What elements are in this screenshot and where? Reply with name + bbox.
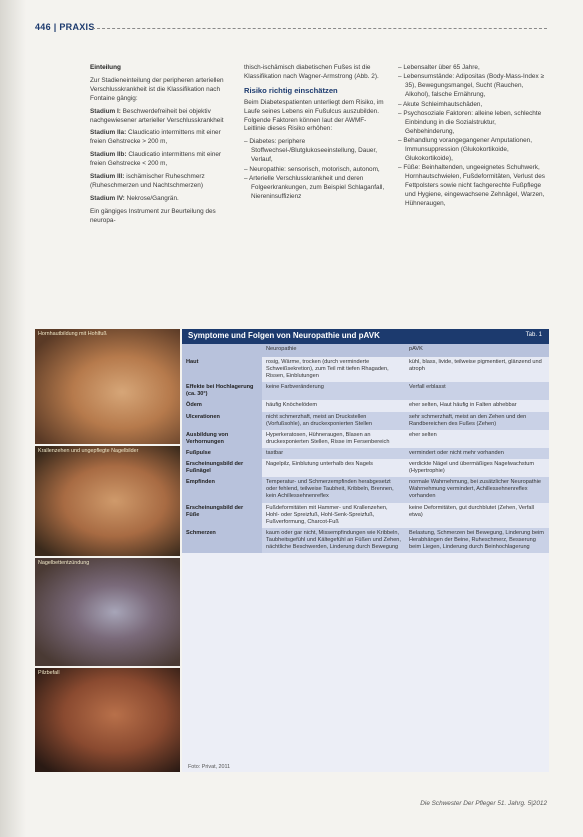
table-cell: Temperatur- und Schmerzempfinden herabgesetzt oder fehlend, teilweise Taubheit, Kribbeln, Brennen, kein Achillessehnenreflex [262,477,405,502]
paragraph: Zur Stadieneinteilung der peripheren arteriellen Verschlusskrankheit ist die Klassifikation nach Fontaine gängig: [90,76,224,102]
table-row [182,412,549,430]
section-name: PRAXIS [59,22,95,32]
stage-item: Stadium III: ischämischer Ruheschmerz (Ruheschmerzen und Nachtschmerzen) [90,173,205,189]
table-row [182,477,549,502]
symptom-table [182,344,549,553]
stage-item: Stadium I: Beschwerdefreiheit bei objektiv nachgewiesener arterieller Verschlusskrankheit [90,107,224,124]
table-cell: kaum oder gar nicht, Missempfindungen wie Kribbeln, Taubheitsgefühl und Kältegefühl an Füßen und Zehen, nächtliche Beschwerden, Linderung durch Bewegung [262,528,405,553]
table-cell: Belastung, Schmerzen bei Bewegung, Linderung beim Herabhängen der Beine, Ruheschmerz, Besserung beim Liegen, Linderung durch Beinhochlagerung [405,528,549,553]
table-cell: kühl, blass, livide, teilweise pigmentiert, glänzend und atroph [405,357,549,382]
section-heading: Einteilung [90,64,121,71]
table-cell: keine Farbveränderung [262,382,405,400]
foot-photo [35,558,180,666]
photo-caption: Hornhautbildung mit Hohlfuß [38,331,107,337]
table-row [182,430,549,448]
table-cell: Fußdeformitäten mit Hammer- und Krallenzehen, Hohl- oder Spreizfuß, Hohl-Senk-Spreizfuß, Fußverformung, Charcot-Fuß [262,503,405,528]
foot-photo [35,446,180,556]
table-cell: eher selten, Haut häufig in Falten abhebbar [405,400,549,411]
table-cell: tastbar [262,448,405,459]
page-header: 446 | PRAXIS [35,22,95,32]
column-header: pAVK [405,344,549,357]
table-title-bar [182,329,549,344]
row-label: Ödem [182,400,262,411]
foot-photo [35,668,180,772]
table-cell: häufig Knöchelödem [262,400,405,411]
risk-list [398,64,546,209]
page-footer: Die Schwester Der Pfleger 51. Jahrg. 5|2012 [420,800,547,807]
row-label: Erscheinungsbild der Füße [182,503,262,528]
paragraph: thisch-ischämisch diabetischen Fußes ist die Klassifikation nach Wagner-Armstrong (Abb. 2). [244,64,379,80]
list-item: – Lebensumstände: Adipositas (Body-Mass-Index ≥ 35), Bewegungsmangel, Sucht (Rauchen, Alkohol), falsche Ernährung, [398,73,544,99]
table-cell: eher selten [405,430,549,448]
text-column-3 [398,64,546,210]
table-row [182,448,549,459]
section-heading: Risiko richtig einschätzen [244,85,338,95]
table-row [182,459,549,477]
stage-item: Stadium IV: Nekrose/Gangrän. [90,194,179,202]
table-header-row [182,344,549,357]
column-header: Neuropathie [262,344,405,357]
list-item: – Akute Schleimhautschäden, [398,100,483,108]
text-column-1 [90,64,232,230]
table-cell: vermindert oder nicht mehr vorhanden [405,448,549,459]
stage-item: Stadium IIa: Claudicatio intermittens mit einer freien Gehstrecke > 200 m, [90,129,221,146]
photo-caption: Nagelbettentzündung [38,560,90,566]
photo-caption: Pilzbefall [38,670,60,676]
table-cell: keine Deformitäten, gut durchblutet (Zehen, Verfall etwa) [405,503,549,528]
list-item: – Lebensalter über 65 Jahre, [398,64,480,71]
list-item: – Diabetes: periphere Stoffwechsel-/Blutglukoseeinstellung, Dauer, Verlauf, [244,138,377,164]
table-row [182,503,549,528]
paragraph: Ein gängiges Instrument zur Beurteilung des neuropa- [90,207,216,224]
list-item: – Behandlung vorangegangener Amputationen, Immunsuppression (Glukokortikoide, Glukokortikoide), [398,137,532,163]
row-label: Empfinden [182,477,262,502]
list-item: – Psychosoziale Faktoren: alleine leben, schlechte Einbindung in die Sozialstruktur, Gehbehinderung, [398,110,542,135]
symptom-table-panel [182,329,549,772]
text-column-2 [244,64,386,202]
row-label: Erscheinungsbild der Fußnägel [182,459,262,477]
table-cell: Hyperkeratosen, Hühneraugen, Blasen an druckexponierten Stellen, Risse im Fersenbereich [262,430,405,448]
list-item: – Füße: Beinhaltenden, ungeeignetes Schuhwerk, Hornhautschwielen, Fußdeformitäten, Verlust des Fettpolsters sowie nicht fachgerechte Fußpflege und Hygiene, eingewachsene Zehnägel, Warzen, Hühneraugen, [398,164,545,208]
row-label: Ausbildung von Verhornungen [182,430,262,448]
photo-credit: Foto: Privat, 2011 [188,764,231,770]
column-header [182,344,262,357]
stage-item: Stadium IIb: Claudicatio intermittens mit einer freien Gehstrecke < 200 m, [90,151,222,168]
page-number: 446 [35,22,51,32]
table-cell: sehr schmerzhaft, meist an den Zehen und den Randbereichen des Fußes (Zehen) [405,412,549,430]
photo-caption: Krallenzehen und ungepflegte Nagelbilder [38,448,139,454]
table-row [182,357,549,382]
table-title: Symptome und Folgen von Neuropathie und pAVK [188,331,380,340]
table-row [182,382,549,400]
risk-list [244,138,386,201]
row-label: Haut [182,357,262,382]
list-item: – Arterielle Verschlusskrankheit und deren Folgeerkrankungen, zum Beispiel Schlaganfall, Niereninsuffizienz [244,174,385,200]
table-cell: rosig, Wärme, trocken (durch verminderte Schweißsekretion), zum Teil mit tiefen Rhagaden, Rissen, Einblutungen [262,357,405,382]
table-cell: Nagelpilz, Einblutung unterhalb des Nagels [262,459,405,477]
paragraph: Beim Diabetespatienten unterliegt dem Risiko, im Laufe seines Lebens ein Fußulcus auszubilden. Folgende Faktoren können laut der AWMF-Leitlinie dieses Risiko erhöhen: [244,98,384,133]
table-cell: Verfall erblasst [405,382,549,400]
row-label: Fußpulse [182,448,262,459]
page-gutter-shadow [0,0,26,837]
row-label: Schmerzen [182,528,262,553]
photo-strip [35,329,180,772]
table-cell: verdickte Nägel und übermäßiges Nagelwachstum (Hypertrophie) [405,459,549,477]
row-label: Ulcerationen [182,412,262,430]
header-rule [92,28,547,29]
foot-photo [35,329,180,444]
table-cell: nicht schmerzhaft, meist an Druckstellen (Vorfußsohle), an druckexponierten Stellen [262,412,405,430]
table-number: Tab. 1 [525,332,542,338]
list-item: – Neuropathie: sensorisch, motorisch, autonom, [244,165,380,173]
table-row [182,400,549,411]
table-cell: normale Wahrnehmung, bei zusätzlicher Neuropathie Wahrnehmung vermindert, Achillessehnenreflex vorhanden [405,477,549,502]
row-label: Effekte bei Hochlagerung (ca. 30°) [182,382,262,400]
table-row [182,528,549,553]
